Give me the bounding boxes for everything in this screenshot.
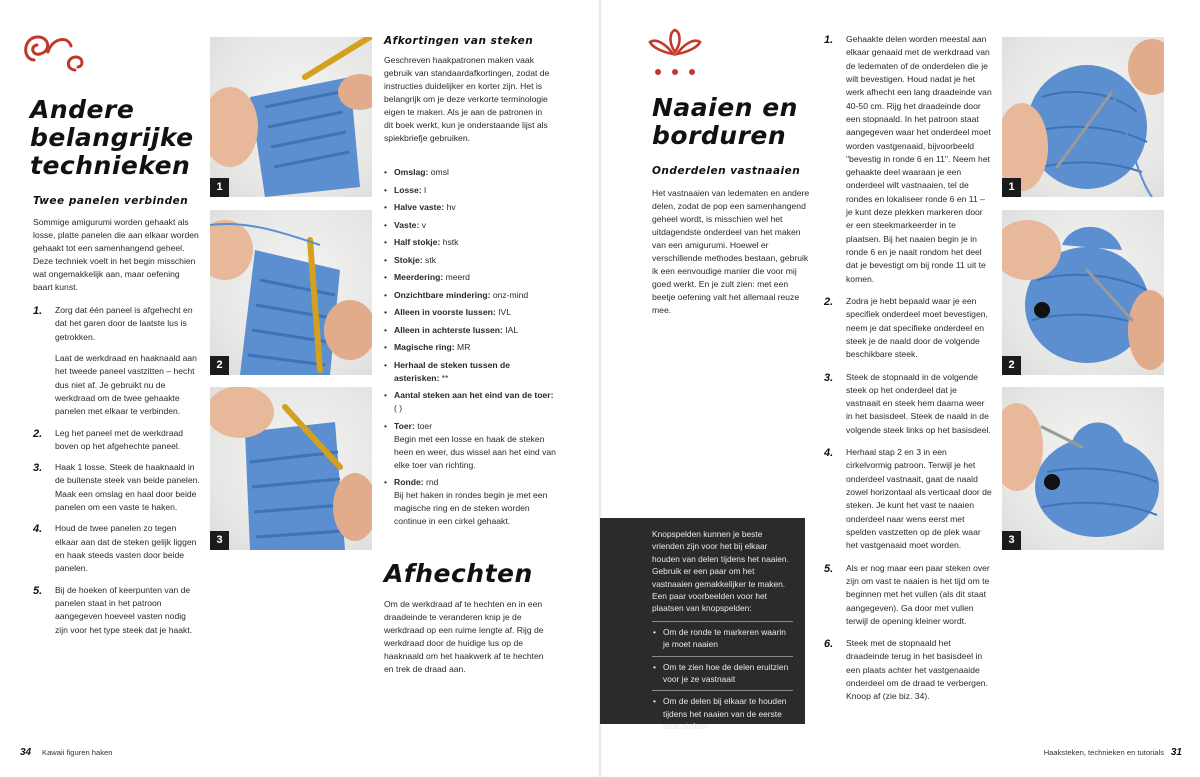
abbreviation-term: Toer: [394,420,415,431]
step-subtext: Laat de werkdraad en haaknaald aan het tweede paneel vastzitten – hecht dus niet af. Je gebruikt nu de werkdraad om de twee gehaakte panelen met elkaar te verbinden. [55,352,197,417]
abbreviation-value: stk [425,254,437,265]
step-item [824,637,992,704]
step-number: 1. [33,305,43,317]
abbreviation-term: Losse: [394,184,422,195]
abbreviation-item [384,184,556,197]
abbreviation-value: ( ) [394,403,403,413]
abbreviation-item [384,271,556,284]
tip-item: • Om te zien hoe de delen eruitzien voor je ze vastnaait [652,656,793,691]
step-number: 2. [33,427,43,440]
abbreviation-item [384,359,556,385]
abbreviation-value: hstk [442,237,459,247]
step-text: Leg het paneel met de werkdraad boven op het afgehechte paneel. [55,427,184,451]
step-number: 6. [824,638,834,651]
abbreviation-value: meerd [445,272,470,282]
step-item [33,522,201,575]
swirl-ornament-icon [18,26,86,72]
abbreviation-term: Half stokje: [394,237,441,247]
tip-box [600,518,805,732]
abbreviation-item [384,166,556,179]
photo-number-badge: 1 [210,178,229,197]
step-number: 4. [33,523,43,536]
step-item [33,461,201,514]
photo-panel-step-2 [210,210,372,375]
step-number: 3. [824,371,834,384]
abbreviations-intro: Geschreven haakpatronen maken vaak gebruik van standaardafkortingen, zodat de instructies duidelijker en korter zijn. Het is belangrijk om je deze verkorte terminologie eigen te maken. Als je aan de patronen in dit boek werkt, kun je onderstaande lijst als spiekbriefje gebruiken. [384,55,550,143]
photo-number-badge: 2 [210,356,229,375]
abbreviations-heading: Afkortingen van steken [384,35,534,47]
abbreviation-term: Magische ring: [394,342,455,352]
step-text: Gehaakte delen worden meestal aan elkaar genaaid met de werkdraad van de ledematen of de onderdelen die je wilt bevestigen. Houd nadat je het werk afhecht een lang draadeinde van 40-50 cm. Rijg het draadeinde door een stopnaald. In het patroon staat aangegeven waar het onderdeel moet worden vastgenaaid, bijvoorbeeld "bevestig in ronde 6 en 11". Neem het gehaakte deel waaraan je een onderdeel wilt vastnaaien, tel de rondes en lokaliseer ronde 6 en 11 – je kunt deze plekken markeren door er een steekmarkeerder in te plaatsen. Bij het naaien begin je in ronde 6 en je naait rondom het deel dat je bevestigt om bij ronde 11 uit te komen. [846,34,992,284]
photo-panel-step-1 [210,37,372,197]
abbreviation-item [384,236,556,249]
step-item [824,562,992,629]
step-item [33,584,201,637]
abbreviation-term: Herhaal de steken tussen de asterisken: [394,359,511,383]
step-text: Zodra je hebt bepaald waar je een specifiek onderdeel moet bevestigen, neem je dat specifieke onderdeel en steek je de naald door de volgende beschikbare steek. [846,295,988,360]
tip-item: • Om de delen bij elkaar te houden tijdens het naaien van de eerste paar steken [652,690,793,737]
abbreviation-value: IVL [498,307,512,317]
step-item [33,427,201,454]
tip-list [652,621,793,738]
abbreviation-value: toer [417,420,433,431]
abbreviation-term: Alleen in achterste lussen: [394,324,503,335]
section-subtitle-panels: Twee panelen verbinden [33,195,189,207]
photo-panel-step-3 [210,387,372,550]
abbreviation-item [384,324,556,337]
abbreviation-item [384,389,556,415]
step-item [824,371,992,438]
step-number: 5. [824,562,834,575]
step-text: Herhaal stap 2 en 3 in een cirkelvormig patroon. Terwijl je het onderdeel vastnaait, gaat de naald zowel horizontaal als verticaal door de steken. Je kunt het vast te naaien onderdeel naar wens eerst met spelden vastzetten op de plek waar het vastgenaaid moet worden. [846,447,992,551]
step-text: Bij de hoeken of keerpunten van de panelen staat in het patroon aangegeven hoeveel vasten nodig zijn voor het type steek dat je haakt. [55,584,193,635]
photo-sewing-step-3 [1002,387,1164,550]
page-title-right: Naaien en borduren [652,93,798,150]
tip-text: Knopspelden kunnen je beste vrienden zijn voor het bij elkaar houden van delen tijdens het naaien. Gebruik er een paar om het vastnaaien gemakkelijker te maken. Een paar voorbeelden voor het plaatsen van knopspelden: [652,529,789,614]
abbreviations-list [384,166,556,533]
abbreviation-term: Vaste: [394,219,420,230]
abbreviation-item [384,476,556,528]
abbreviation-term: Ronde: [394,477,424,487]
step-number: 3. [33,462,43,475]
step-text: Als er nog maar een paar steken over zijn om vast te naaien is het tijd om te beginnen met het vullen (als dit staat aangegeven). Ga door met vullen terwijl de opening kleiner wordt. [846,562,990,626]
photo-number-badge: 3 [1002,531,1021,550]
abbreviation-description: Begin met een losse en haak de steken heen en weer, dus wissel aan het eind van elke toer van richting. [394,433,556,470]
sewing-steps-list [824,33,992,712]
page-number-left: 34 [20,747,32,758]
abbreviation-value: l [424,184,427,195]
step-number: 2. [824,295,834,308]
intro-paragraph: Sommige amigurumi worden gehaakt als losse, platte panelen die aan elkaar worden gehaakt tot een samenhangend geheel. Deze techniek voelt in het begin misschien wat ongemakkelijk aan, maar oefening baart kunst. [33,217,199,292]
abbreviation-term: Alleen in voorste lussen: [394,307,496,317]
abbreviation-item [384,289,556,302]
photo-sewing-step-1 [1002,37,1164,197]
step-number: 4. [824,447,834,460]
tip-item: • Om de ronde te markeren waarin je moet naaien [652,621,793,656]
abbreviation-value: IAL [505,324,519,335]
step-text: Zorg dat één paneel is afgehecht en dat het garen door de laatste lus is getrokken. [55,305,193,342]
section-subtitle-sewing: Onderdelen vastnaaien [652,165,801,177]
step-number: 1. [824,34,834,46]
flower-ornament-icon [646,28,704,80]
photo-number-badge: 2 [1002,356,1021,375]
left-text-column [33,216,201,645]
step-text: Steek de stopnaald in de volgende steek op het onderdeel dat je vastnaait en steek hem daarna weer in het basisdeel. Steek de naald in de volgende steek links op het basisdeel. [846,371,991,435]
afhechten-heading: Afhechten [384,559,533,588]
step-item [824,446,992,553]
sewing-intro-paragraph: Het vastnaaien van ledematen en andere delen, zodat de pop een samenhangend geheel wordt, is misschien wel het uitdagendste onderdeel van het maken van een amigurumi. Hoewel er verschillende methodes bestaan, gebruik ik een eenvoudige manier die voor mij goed werkt. En je zult zien: met een beetje oefening valt het allemaal reuze mee. [652,188,810,315]
photo-number-badge: 1 [1002,178,1021,197]
step-text: Steek met de stopnaald het draadeinde terug in het basisdeel in een plaats achter het vastgenaaide onderdeel om de draad te verbergen. Knoop af (zie biz. 34). [846,638,988,702]
step-text: Houd de twee panelen zo tegen elkaar aan dat de steken gelijk liggen en haak steeds vasten door beide panelen. [55,523,197,574]
panel-steps-list [33,304,201,637]
step-item [33,304,201,419]
step-text: Haak 1 losse. Steek de haaknaald in de buitenste steek van beide panelen. Maak een omslag en haal door beide panelen om een vaste te haken. [55,462,200,513]
page-number-right: 31 [1170,747,1182,758]
abbreviation-item [384,219,556,232]
abbreviation-term: Stokje: [394,254,423,265]
afhechten-text: Om de werkdraad af te hechten en in een draadeinde te veranderen knip je de werkdraad op een ruime lengte af. Rijg de werkdraad door de huidige lus op de haaknaald om het haakwerk af te hechten en trek de draad aan. [384,599,544,674]
abbreviation-value: MR [457,342,471,352]
photo-number-badge: 3 [210,531,229,550]
step-item [824,295,992,362]
abbreviation-term: Aantal steken aan het eind van de toer: [394,390,554,400]
abbreviation-value: omsl [430,167,449,177]
running-footer-right: Haaksteken, technieken en tutorials [1043,748,1164,757]
page-title-left: Andere belangrijke technieken [30,95,194,180]
abbreviation-item [384,420,556,472]
abbreviation-description: Bij het haken in rondes begin je met een magische ring en de steken worden continue in een cirkel gehaakt. [394,490,548,526]
abbreviation-term: Onzichtbare mindering: [394,289,491,300]
abbreviation-value: hv [446,202,456,212]
abbreviation-value: ** [441,372,449,383]
abbreviation-term: Halve vaste: [394,202,445,212]
abbreviation-item [384,254,556,267]
abbreviation-term: Meerdering: [394,272,444,282]
step-number: 5. [33,584,43,597]
abbreviation-term: Omslag: [394,167,429,177]
running-footer-left: Kawaii figuren haken [42,748,113,757]
abbreviation-value: rnd [426,477,439,487]
abbreviation-value: onz-mind [492,289,529,300]
abbreviation-value: v [421,219,427,230]
abbreviation-item [384,201,556,214]
abbreviation-item [384,306,556,319]
photo-sewing-step-2 [1002,210,1164,375]
step-item [824,33,992,286]
abbreviation-item [384,341,556,354]
